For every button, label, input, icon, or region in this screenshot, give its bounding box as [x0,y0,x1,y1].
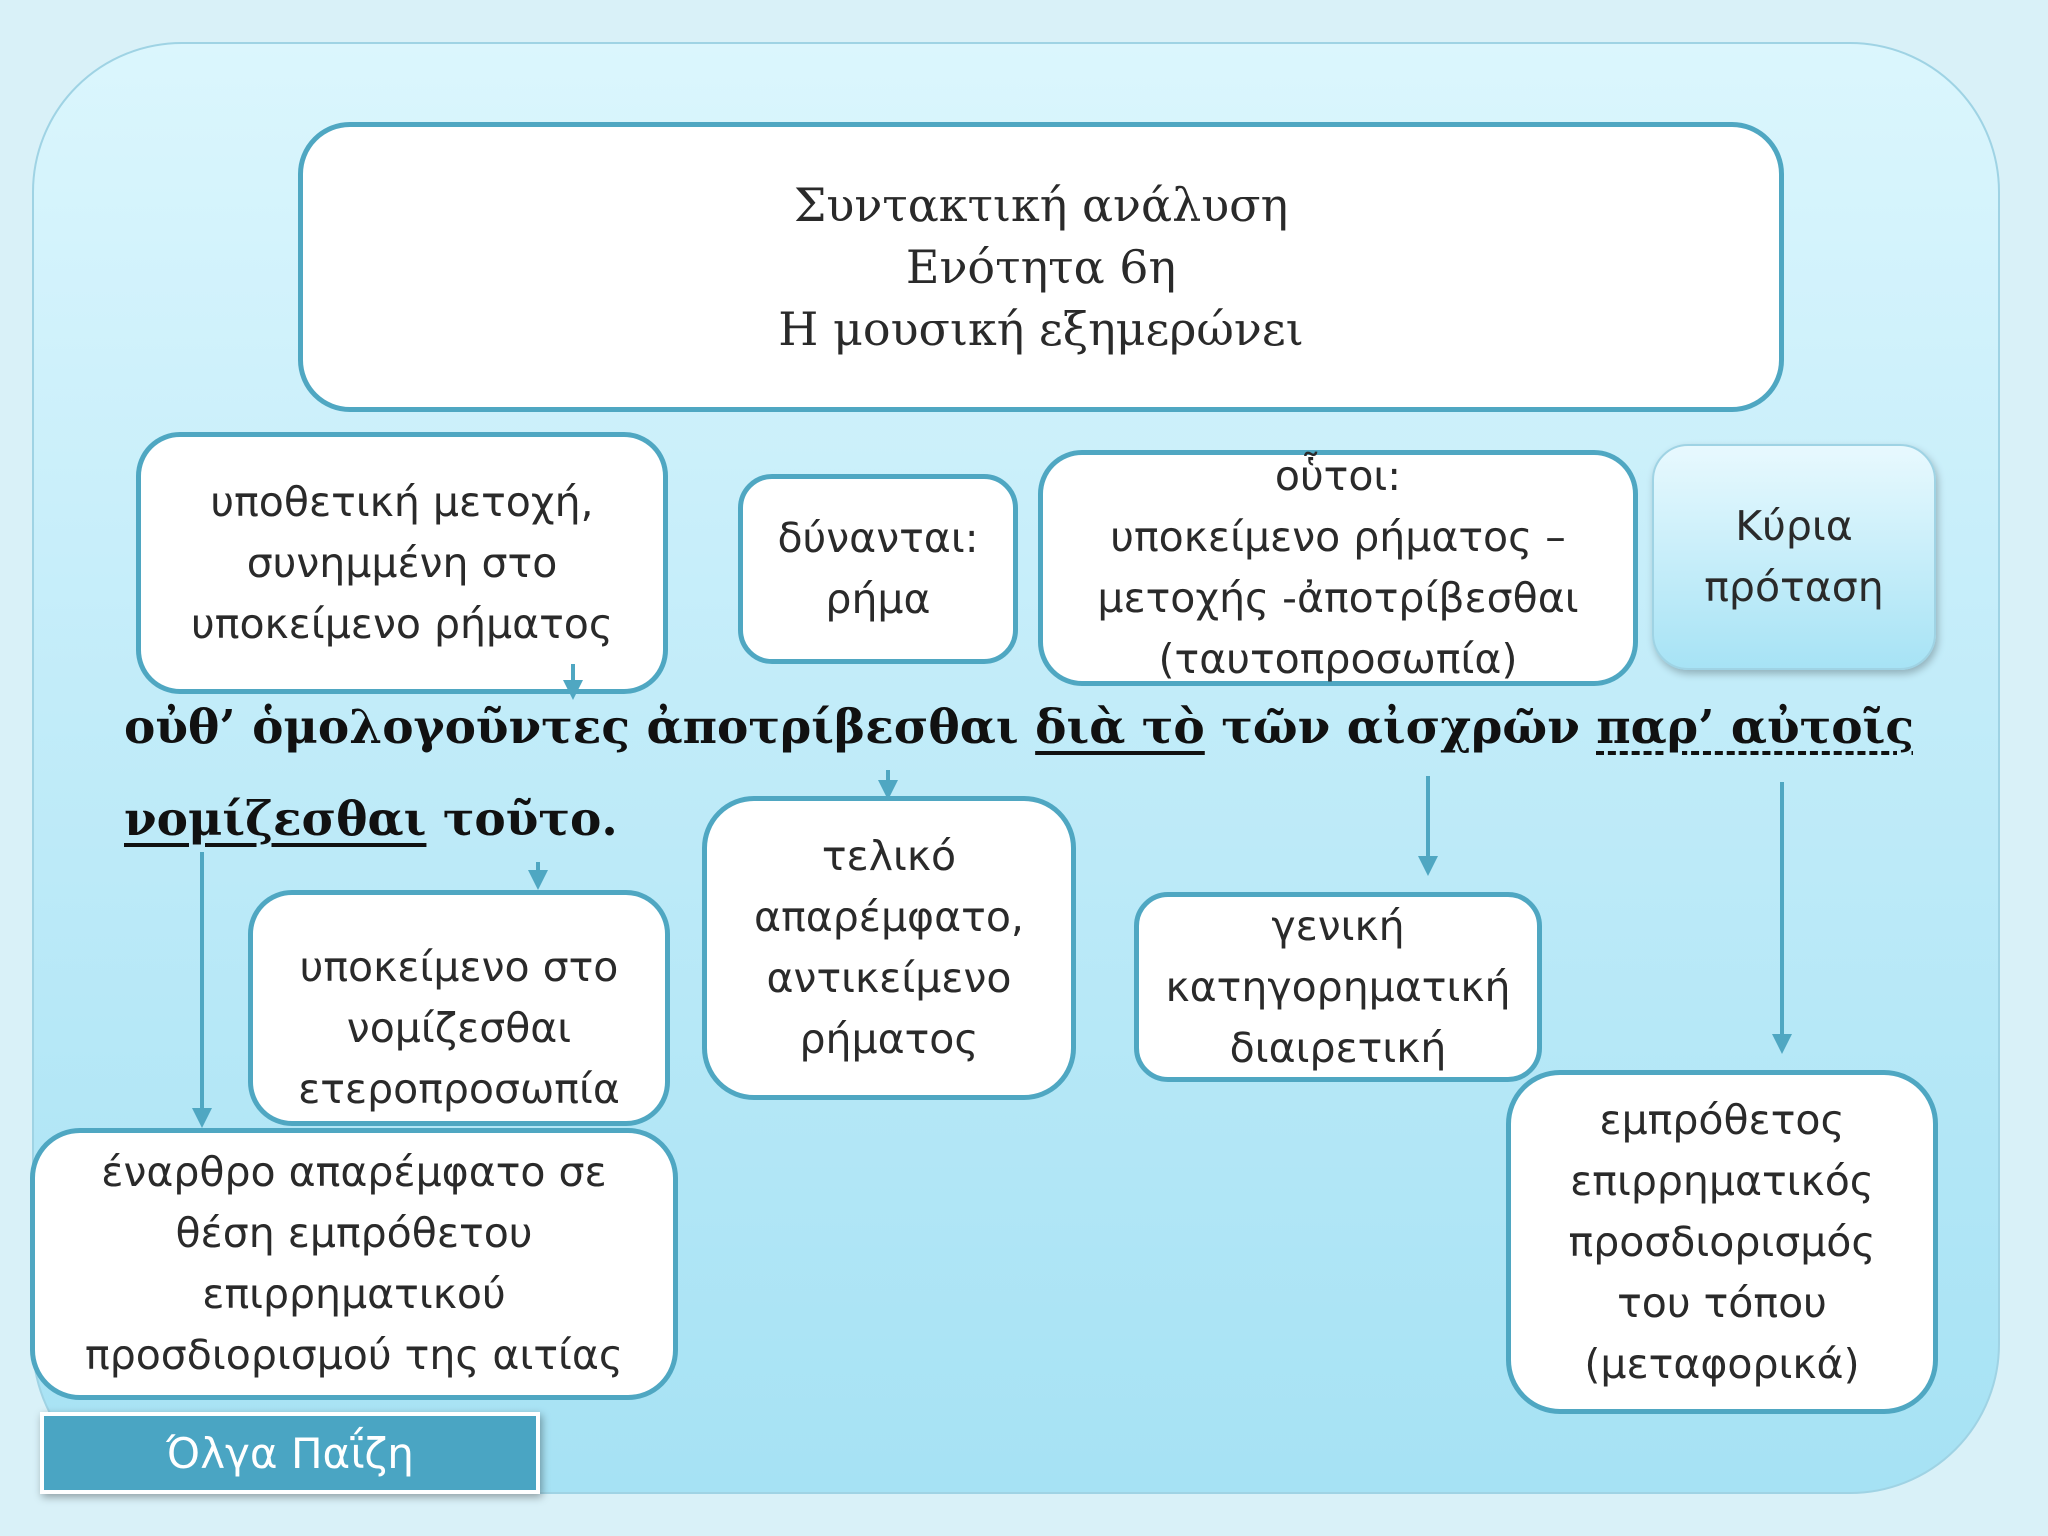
articular-infinitive-line-3: επιρρηματικού [202,1270,506,1318]
word-touto: τοῦτο. [442,792,618,847]
word-dia-to: διὰ τὸ [1035,700,1205,755]
subject-line-2: υποκείμενο ρήματος – [1110,513,1566,561]
final-infinitive-line-2: απαρέμφατο, [754,893,1024,941]
articular-infinitive-line-1: έναρθρο απαρέμφατο σε [101,1148,607,1196]
verb-line-1: δύνανται: [777,514,979,562]
subject-line-3: μετοχής -ἀποτρίβεσθαι [1097,574,1579,622]
infinitive-subject-line-3: ετεροπροσωπία [298,1064,620,1113]
word-homologountes: ὁμολογοῦντες [252,700,630,755]
prepositional-line-2: επιρρηματικός [1570,1156,1874,1205]
word-nomizesthai: νομίζεσθαι [124,792,427,847]
prepositional-line-1: εμπρόθετος [1599,1095,1845,1144]
subject-line-1: οὗτοι: [1274,452,1402,500]
verb-line-2: ρήμα [825,575,931,623]
main-clause-line-1: Κύρια [1735,502,1853,550]
genitive-line-3: διαιρετική [1229,1023,1447,1072]
word-apotribesthai: ἀποτρίβεσθαι [646,700,1019,755]
participle-line-3: υποκείμενο ρήματος [191,599,613,648]
word-aischron: αἰσχρῶν [1346,700,1580,755]
prepositional-line-3: προσδιορισμός [1568,1217,1876,1266]
title-line-1: Συντακτική ανάλυση [793,178,1289,232]
main-clause-line-2: πρόταση [1704,563,1884,611]
author-name: Όλγα Παΐζη [166,1428,414,1478]
author-label [40,1412,540,1494]
genitive-line-2: κατηγορηματική [1165,962,1511,1011]
infinitive-subject-line-2: νομίζεσθαι [346,1003,572,1052]
title-line-2: Ενότητα 6η [905,240,1177,294]
articular-infinitive-line-4: προσδιορισμού της αιτίας [85,1331,623,1379]
word-par-autois: παρ’ αὐτοῖς [1596,700,1914,755]
final-infinitive-line-1: τελικό [821,832,957,880]
word-outh: οὐθ’ [124,700,236,755]
final-infinitive-line-3: αντικείμενο [766,954,1012,1002]
title-line-3: Η μουσική εξημερώνει [778,302,1304,356]
participle-line-2: συνημμένη στο [246,538,558,587]
prepositional-line-4: του τόπου [1617,1278,1827,1327]
final-infinitive-line-4: ρήματος [799,1015,979,1063]
participle-line-1: υποθετική μετοχή, [210,477,594,526]
prepositional-line-5: (μεταφορικά) [1584,1339,1860,1388]
articular-infinitive-line-2: θέση εμπρόθετου [175,1209,533,1257]
subject-line-4: (ταυτοπροσωπία) [1158,635,1518,683]
genitive-line-1: γενική [1271,901,1405,950]
infinitive-subject-line-1: υποκείμενο στο [299,942,619,991]
word-ton: τῶν [1221,700,1331,755]
